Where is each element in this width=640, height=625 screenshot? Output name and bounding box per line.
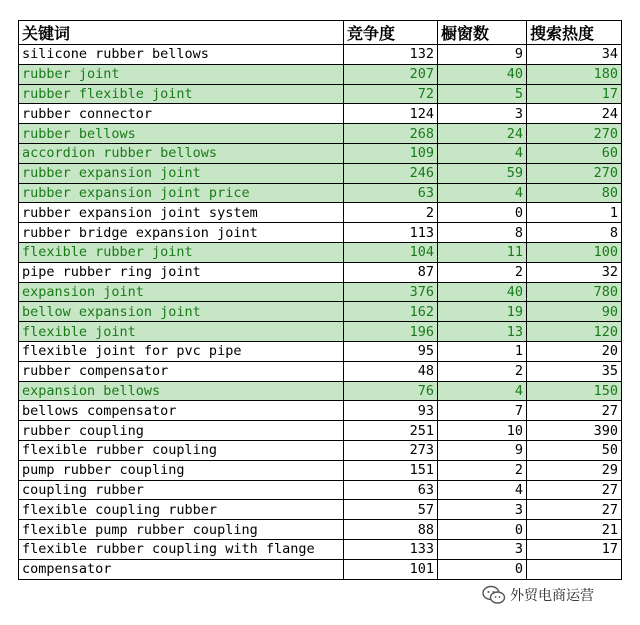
search-heat-cell: 270 [527, 124, 622, 144]
keyword-cell: pump rubber coupling [19, 460, 344, 480]
showcase-cell: 40 [438, 282, 527, 302]
table-row [19, 302, 622, 322]
keyword-table [18, 20, 622, 580]
table-row [19, 480, 622, 500]
search-heat-cell: 780 [527, 282, 622, 302]
keyword-cell: flexible joint for pvc pipe [19, 341, 344, 361]
competition-cell: 93 [344, 401, 438, 421]
search-heat-cell: 8 [527, 223, 622, 243]
competition-cell: 104 [344, 242, 438, 262]
watermark-text: 外贸电商运营 [510, 588, 594, 604]
competition-cell: 207 [344, 64, 438, 84]
table-row [19, 84, 622, 104]
showcase-cell: 19 [438, 302, 527, 322]
table-row [19, 183, 622, 203]
table-row [19, 460, 622, 480]
wechat-icon [482, 585, 506, 605]
showcase-cell: 4 [438, 381, 527, 401]
search-heat-cell: 27 [527, 500, 622, 520]
competition-cell: 76 [344, 381, 438, 401]
showcase-cell: 5 [438, 84, 527, 104]
keyword-cell: rubber compensator [19, 361, 344, 381]
header-keyword: 关键词 [19, 21, 344, 45]
keyword-cell: bellows compensator [19, 401, 344, 421]
showcase-cell: 7 [438, 401, 527, 421]
competition-cell: 273 [344, 440, 438, 460]
competition-cell: 72 [344, 84, 438, 104]
competition-cell: 87 [344, 262, 438, 282]
showcase-cell: 0 [438, 520, 527, 540]
keyword-cell: coupling rubber [19, 480, 344, 500]
competition-cell: 133 [344, 539, 438, 559]
showcase-cell: 3 [438, 104, 527, 124]
competition-cell: 63 [344, 480, 438, 500]
competition-cell: 124 [344, 104, 438, 124]
showcase-cell: 8 [438, 223, 527, 243]
keyword-cell: flexible coupling rubber [19, 500, 344, 520]
search-heat-cell: 24 [527, 104, 622, 124]
showcase-cell: 0 [438, 203, 527, 223]
competition-cell: 268 [344, 124, 438, 144]
keyword-cell: rubber bellows [19, 124, 344, 144]
keyword-cell: rubber expansion joint [19, 163, 344, 183]
table-row [19, 559, 622, 579]
competition-cell: 2 [344, 203, 438, 223]
showcase-cell: 3 [438, 539, 527, 559]
search-heat-cell: 29 [527, 460, 622, 480]
table-row [19, 163, 622, 183]
search-heat-cell: 1 [527, 203, 622, 223]
header-search-heat: 搜索热度 [527, 21, 622, 45]
search-heat-cell: 34 [527, 45, 622, 65]
search-heat-cell: 17 [527, 539, 622, 559]
table-row [19, 223, 622, 243]
keyword-cell: bellow expansion joint [19, 302, 344, 322]
showcase-cell: 3 [438, 500, 527, 520]
table-row [19, 361, 622, 381]
showcase-cell: 2 [438, 262, 527, 282]
table-row [19, 104, 622, 124]
table-row [19, 124, 622, 144]
showcase-cell: 9 [438, 45, 527, 65]
table-row [19, 45, 622, 65]
keyword-cell: rubber flexible joint [19, 84, 344, 104]
competition-cell: 63 [344, 183, 438, 203]
showcase-cell: 9 [438, 440, 527, 460]
search-heat-cell: 150 [527, 381, 622, 401]
competition-cell: 57 [344, 500, 438, 520]
keyword-cell: rubber expansion joint system [19, 203, 344, 223]
competition-cell: 151 [344, 460, 438, 480]
table-row [19, 421, 622, 441]
competition-cell: 113 [344, 223, 438, 243]
keyword-cell: flexible pump rubber coupling [19, 520, 344, 540]
search-heat-cell: 32 [527, 262, 622, 282]
keyword-cell: rubber joint [19, 64, 344, 84]
keyword-cell: rubber coupling [19, 421, 344, 441]
search-heat-cell: 100 [527, 242, 622, 262]
table-row [19, 242, 622, 262]
keyword-cell: expansion bellows [19, 381, 344, 401]
keyword-cell: flexible rubber joint [19, 242, 344, 262]
competition-cell: 88 [344, 520, 438, 540]
search-heat-cell: 180 [527, 64, 622, 84]
watermark [478, 583, 598, 607]
showcase-cell: 40 [438, 64, 527, 84]
search-heat-cell: 390 [527, 421, 622, 441]
table-row [19, 322, 622, 342]
competition-cell: 162 [344, 302, 438, 322]
header-competition: 竞争度 [344, 21, 438, 45]
showcase-cell: 59 [438, 163, 527, 183]
table-row [19, 381, 622, 401]
table-row [19, 282, 622, 302]
header-row [19, 21, 622, 45]
table-row [19, 203, 622, 223]
keyword-cell: flexible joint [19, 322, 344, 342]
competition-cell: 101 [344, 559, 438, 579]
keyword-cell: flexible rubber coupling with flange [19, 539, 344, 559]
keyword-cell: compensator [19, 559, 344, 579]
table-row [19, 440, 622, 460]
table-row [19, 500, 622, 520]
keyword-cell: accordion rubber bellows [19, 143, 344, 163]
search-heat-cell: 270 [527, 163, 622, 183]
search-heat-cell: 20 [527, 341, 622, 361]
table-row [19, 539, 622, 559]
showcase-cell: 4 [438, 143, 527, 163]
search-heat-cell: 80 [527, 183, 622, 203]
search-heat-cell: 120 [527, 322, 622, 342]
search-heat-cell: 35 [527, 361, 622, 381]
search-heat-cell: 17 [527, 84, 622, 104]
showcase-cell: 2 [438, 361, 527, 381]
keyword-cell: rubber connector [19, 104, 344, 124]
showcase-cell: 11 [438, 242, 527, 262]
header-showcase: 橱窗数 [438, 21, 527, 45]
showcase-cell: 24 [438, 124, 527, 144]
search-heat-cell [527, 559, 622, 579]
showcase-cell: 13 [438, 322, 527, 342]
competition-cell: 251 [344, 421, 438, 441]
keyword-cell: silicone rubber bellows [19, 45, 344, 65]
showcase-cell: 4 [438, 480, 527, 500]
keyword-cell: flexible rubber coupling [19, 440, 344, 460]
table-row [19, 520, 622, 540]
search-heat-cell: 90 [527, 302, 622, 322]
keyword-cell: rubber bridge expansion joint [19, 223, 344, 243]
showcase-cell: 0 [438, 559, 527, 579]
competition-cell: 376 [344, 282, 438, 302]
table-row [19, 262, 622, 282]
showcase-cell: 2 [438, 460, 527, 480]
keyword-cell: pipe rubber ring joint [19, 262, 344, 282]
competition-cell: 95 [344, 341, 438, 361]
showcase-cell: 1 [438, 341, 527, 361]
showcase-cell: 4 [438, 183, 527, 203]
search-heat-cell: 60 [527, 143, 622, 163]
competition-cell: 246 [344, 163, 438, 183]
search-heat-cell: 50 [527, 440, 622, 460]
search-heat-cell: 27 [527, 401, 622, 421]
competition-cell: 109 [344, 143, 438, 163]
competition-cell: 48 [344, 361, 438, 381]
table-row [19, 341, 622, 361]
search-heat-cell: 27 [527, 480, 622, 500]
search-heat-cell: 21 [527, 520, 622, 540]
table-row [19, 143, 622, 163]
keyword-cell: expansion joint [19, 282, 344, 302]
table-row [19, 401, 622, 421]
competition-cell: 196 [344, 322, 438, 342]
keyword-cell: rubber expansion joint price [19, 183, 344, 203]
competition-cell: 132 [344, 45, 438, 65]
showcase-cell: 10 [438, 421, 527, 441]
table-row [19, 64, 622, 84]
